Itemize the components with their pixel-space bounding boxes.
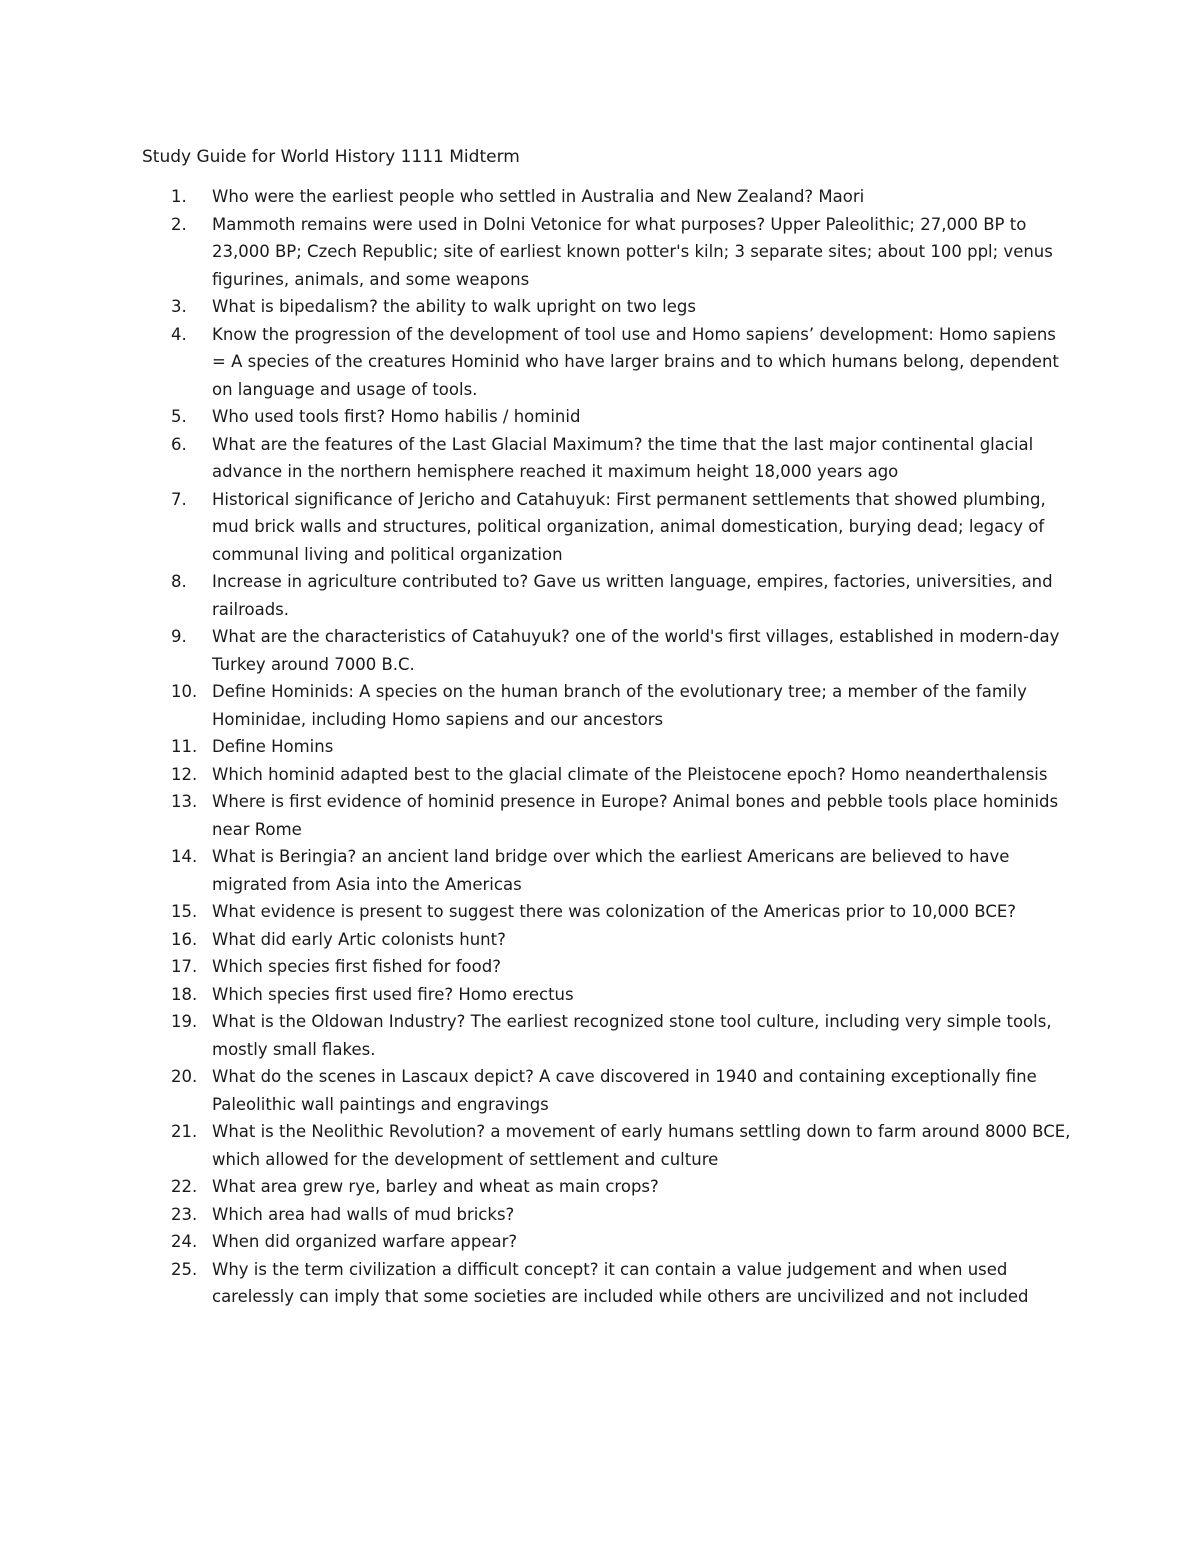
question-item [142,486,1072,569]
question-text: Who used tools first? Homo habilis / hominid [212,407,581,426]
question-text: When did organized warfare appear? [212,1232,518,1251]
question-item [142,431,1072,486]
question-text: What are the characteristics of Catahuyuk? one of the world's first villages, established in modern-day Turkey around 7000 B.C. [212,627,1060,674]
question-number: 2. [171,214,187,234]
question-item [142,733,1072,761]
question-text: What do the scenes in Lascaux depict? A cave discovered in 1940 and containing exceptionally fine Paleolithic wall paintings and engravings [212,1067,1037,1114]
question-text: What is Beringia? an ancient land bridge over which the earliest Americans are believed to have migrated from Asia into the Americas [212,847,1010,894]
question-item [142,293,1072,321]
question-number: 19. [171,1012,198,1031]
question-item [142,678,1072,733]
question-item [142,761,1072,789]
question-list [142,183,1072,1311]
question-number: 15. [171,902,198,921]
question-number: 14. [171,847,198,866]
question-item [142,568,1072,623]
question-number: 20. [171,1067,198,1086]
question-number: 17. [171,957,198,976]
question-item [142,403,1072,431]
question-text: What is bipedalism? the ability to walk upright on two legs [212,297,696,316]
question-number: 10. [171,682,198,701]
question-text: Who were the earliest people who settled in Australia and New Zealand? Maori [212,187,865,206]
question-item [142,953,1072,981]
question-item [142,981,1072,1009]
question-text: Define Hominids: A species on the human branch of the evolutionary tree; a member of the family Hominidae, including Homo sapiens and our ancestors [212,682,1027,729]
question-item [142,211,1072,294]
question-number: 24. [171,1232,198,1251]
question-number: 5. [171,407,187,426]
question-number: 12. [171,764,198,784]
question-text: Which species first used fire? Homo erectus [212,984,574,1004]
question-item [142,898,1072,926]
question-number: 3. [171,297,187,316]
question-text: Why is the term civilization a difficult concept? it can contain a value judgement and when used carelessly can imply that some societies are included while others are uncivilized and not included [212,1259,1029,1306]
question-item [142,1173,1072,1201]
question-text: What evidence is present to suggest there was colonization of the Americas prior to 10,000 BCE? [212,902,1017,921]
question-text: Increase in agriculture contributed to? Gave us written language, empires, factories, universities, and railroads. [212,572,1053,619]
question-item [142,1118,1072,1173]
question-number: 25. [171,1259,198,1279]
question-item [142,1008,1072,1063]
question-item [142,183,1072,211]
question-text: Which area had walls of mud bricks? [212,1204,515,1224]
question-number: 8. [171,572,187,591]
question-text: What is the Oldowan Industry? The earliest recognized stone tool culture, including very simple tools, mostly small flakes. [212,1012,1052,1059]
question-item [142,926,1072,954]
question-item [142,1201,1072,1229]
question-item [142,1063,1072,1118]
question-number: 21. [171,1122,198,1141]
question-number: 4. [171,324,187,344]
question-text: Mammoth remains were used in Dolni Vetonice for what purposes? Upper Paleolithic; 27,000 BP to 23,000 BP; Czech Republic; site of earliest known potter's kiln; 3 separate sites; about 100 ppl; venus figurines, animals, and some weapons [212,214,1053,289]
question-number: 11. [171,737,198,756]
question-item [142,1228,1072,1256]
document-title: Study Guide for World History 1111 Midterm [142,147,520,167]
question-item [142,623,1072,678]
question-number: 6. [171,434,187,454]
question-text: Historical significance of Jericho and Catahuyuk: First permanent settlements that showed plumbing, mud brick walls and structures, political organization, animal domestication, burying dead; legacy of communal living and political organization [212,489,1046,564]
question-text: What area grew rye, barley and wheat as main crops? [212,1177,659,1196]
question-number: 18. [171,984,198,1004]
question-text: Know the progression of the development of tool use and Homo sapiens’ development: Homo sapiens = A species of the creatures Hominid who have larger brains and to which humans belong, dependent on language and usage of tools. [212,324,1059,399]
question-text: What did early Artic colonists hunt? [212,929,506,949]
question-number: 9. [171,627,187,646]
question-number: 16. [171,929,198,949]
question-text: What is the Neolithic Revolution? a movement of early humans settling down to farm around 8000 BCE, which allowed for the development of settlement and culture [212,1122,1071,1169]
question-text: Where is first evidence of hominid presence in Europe? Animal bones and pebble tools place hominids near Rome [212,792,1059,839]
question-item [142,788,1072,843]
question-text: Which hominid adapted best to the glacial climate of the Pleistocene epoch? Homo neanderthalensis [212,764,1048,784]
question-item [142,321,1072,404]
question-number: 13. [171,792,198,811]
question-text: Define Homins [212,737,334,756]
question-text: Which species first fished for food? [212,957,501,976]
question-text: What are the features of the Last Glacial Maximum? the time that the last major continental glacial advance in the northern hemisphere reached it maximum height 18,000 years ago [212,434,1034,481]
question-number: 22. [171,1177,198,1196]
question-number: 1. [171,187,187,206]
question-item [142,1256,1072,1311]
question-number: 7. [171,489,187,509]
question-item [142,843,1072,898]
question-number: 23. [171,1204,198,1224]
